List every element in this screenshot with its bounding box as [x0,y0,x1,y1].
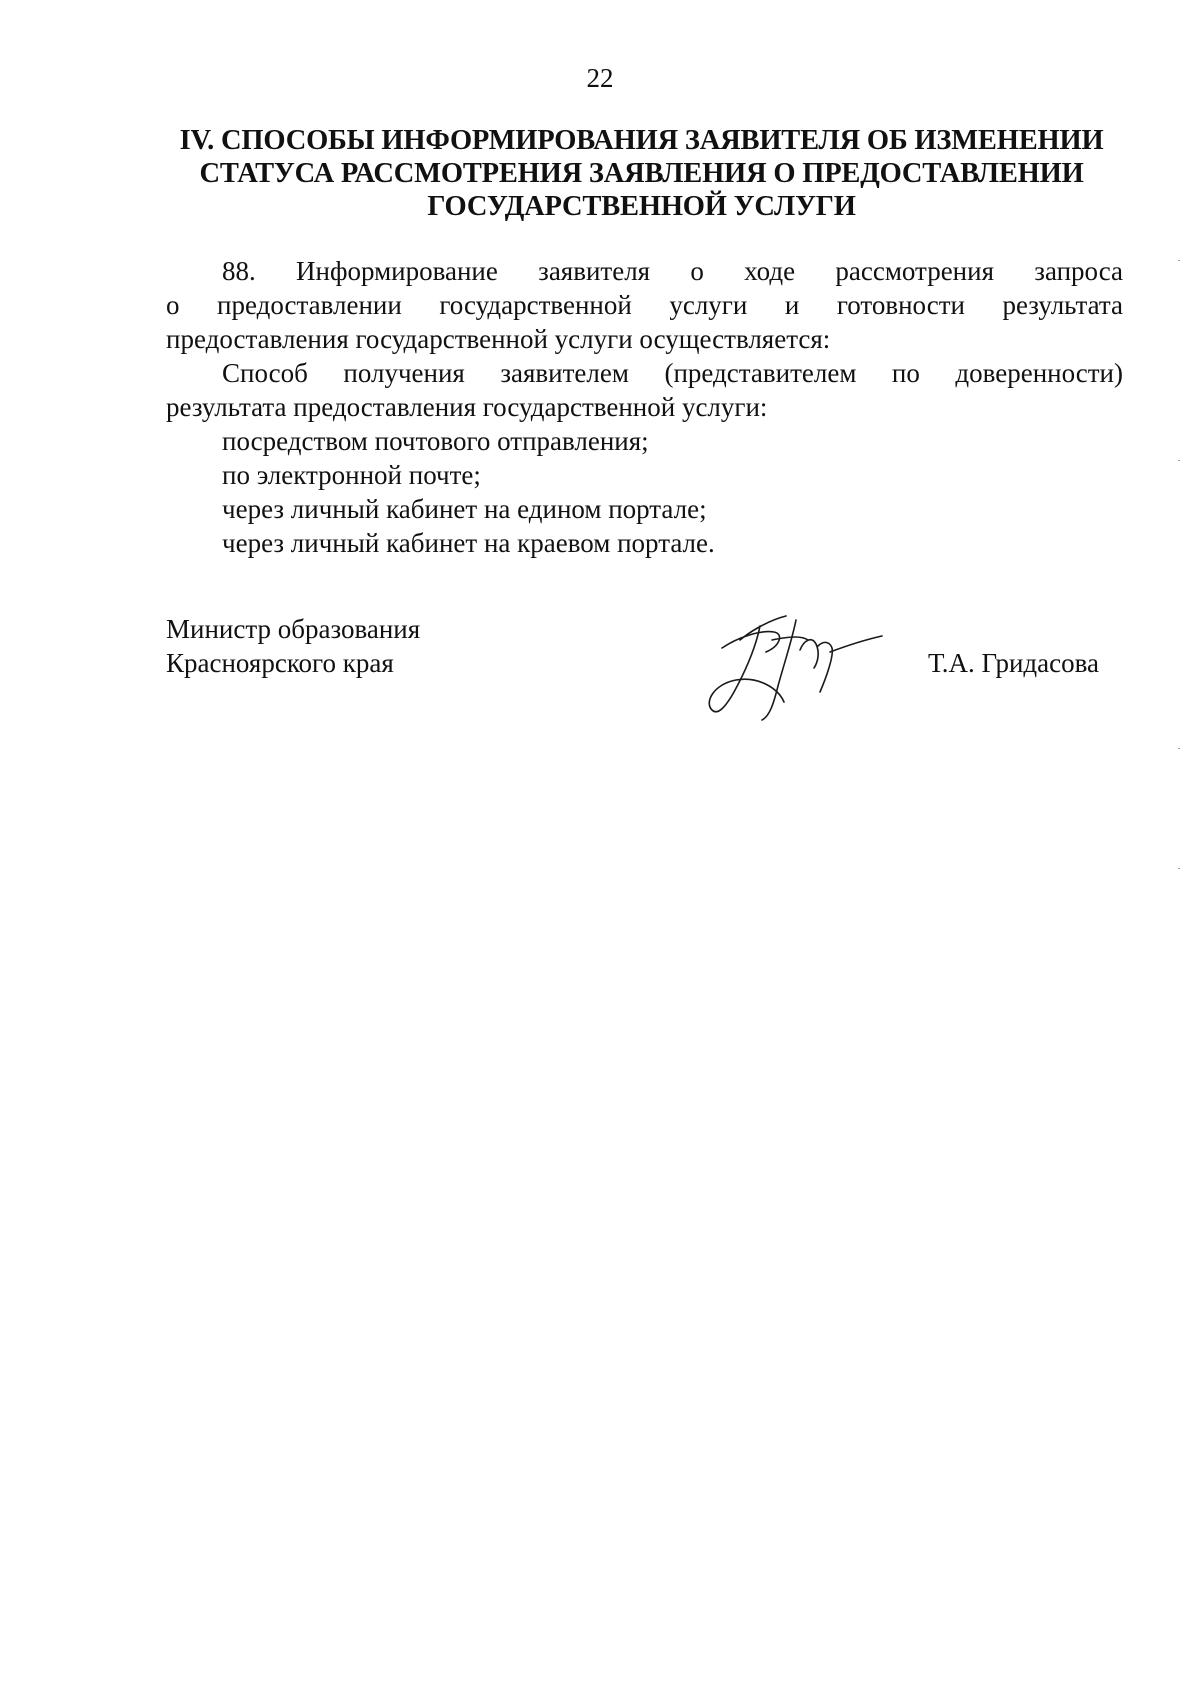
signer-title [166,612,420,680]
handwritten-signature [700,606,900,726]
heading-line: IV. СПОСОБЫ ИНФОРМИРОВАНИЯ ЗАЯВИТЕЛЯ ОБ ИЗМЕНЕНИИ [179,125,1104,156]
paragraph-line: о предоставлении государственной услуги и готовности результата [166,290,1123,320]
method-list-item: через личный кабинет на едином портале; [222,494,707,524]
page-number: 22 [586,63,614,93]
scan-mark [1178,748,1180,749]
heading-line: СТАТУСА РАССМОТРЕНИЯ ЗАЯВЛЕНИЯ О ПРЕДОСТАВЛЕНИИ [199,158,1084,189]
signer-name: Т.А. Гридасова [928,648,1099,678]
paragraph-line: 88. Информирование заявителя о ходе рассмотрения запроса [222,256,1123,286]
scan-mark [1178,460,1180,461]
method-list-item: по электронной почте; [222,460,481,490]
paragraph-line: предоставления государственной услуги осуществляется: [166,324,831,354]
signer-title-line: Министр образования [166,614,421,644]
section-heading [160,124,1123,223]
paragraph-line: результата предоставления государственной услуги: [166,392,768,422]
scan-mark [1178,868,1180,869]
method-list-item: посредством почтового отправления; [222,426,649,456]
paragraph-line: Способ получения заявителем (представителем по доверенности) [222,358,1123,388]
signer-title-line: Красноярского края [166,648,394,678]
scan-mark [1178,260,1180,261]
paragraph-88 [166,254,1123,560]
method-list-item: через личный кабинет на краевом портале. [222,528,715,558]
heading-line: ГОСУДАРСТВЕННОЙ УСЛУГИ [427,191,856,222]
